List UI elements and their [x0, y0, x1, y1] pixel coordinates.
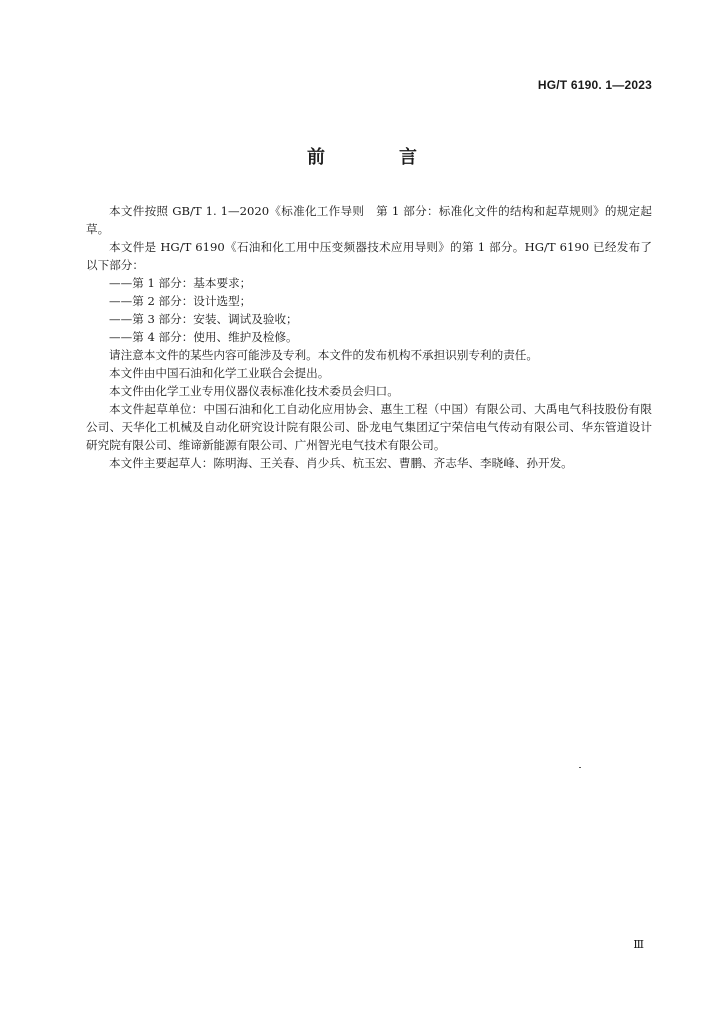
paragraph-patent-notice: 请注意本文件的某些内容可能涉及专利。本文件的发布机构不承担识别专利的责任。 [109, 348, 538, 362]
paragraph-drafting-rules: 本文件按照 GB/T 1. 1—2020《标准化工作导则 第 1 部分：标准化文件的结构和起草规则》的规定起草。 [86, 204, 652, 236]
paragraph-drafters: 本文件主要起草人：陈明海、王关春、肖少兵、杭玉宏、曹鹏、齐志华、李晓峰、孙开发。 [109, 456, 573, 470]
paragraph-administered-by: 本文件由化学工业专用仪器仪表标准化技术委员会归口。 [109, 384, 399, 398]
list-item-part-4: ——第 4 部分：使用、维护及检修。 [109, 330, 298, 344]
page-number: Ⅲ [633, 938, 644, 951]
paragraph-part-series: 本文件是 HG/T 6190《石油和化工用中压变频器技术应用导则》的第 1 部分。HG/T 6190 已经发布了以下部分： [86, 240, 652, 272]
foreword-body [86, 202, 652, 472]
paragraph-proposed-by: 本文件由中国石油和化学工业联合会提出。 [109, 366, 330, 380]
list-item-part-1: ——第 1 部分：基本要求； [109, 276, 252, 290]
page-title: 前 言 [307, 147, 445, 168]
scan-speck [579, 767, 581, 768]
paragraph-drafting-organizations: 本文件起草单位：中国石油和化工自动化应用协会、惠生工程（中国）有限公司、大禹电气科技股份有限公司、天华化工机械及自动化研究设计院有限公司、卧龙电气集团辽宁荣信电气传动有限公司、华东管道设计研究院有限公司、维谛新能源有限公司、广州智光电气技术有限公司。 [86, 402, 652, 452]
list-item-part-3: ——第 3 部分：安装、调试及验收； [109, 312, 298, 326]
standard-code: HG/T 6190. 1—2023 [537, 78, 652, 92]
list-item-part-2: ——第 2 部分：设计选型； [109, 294, 252, 308]
